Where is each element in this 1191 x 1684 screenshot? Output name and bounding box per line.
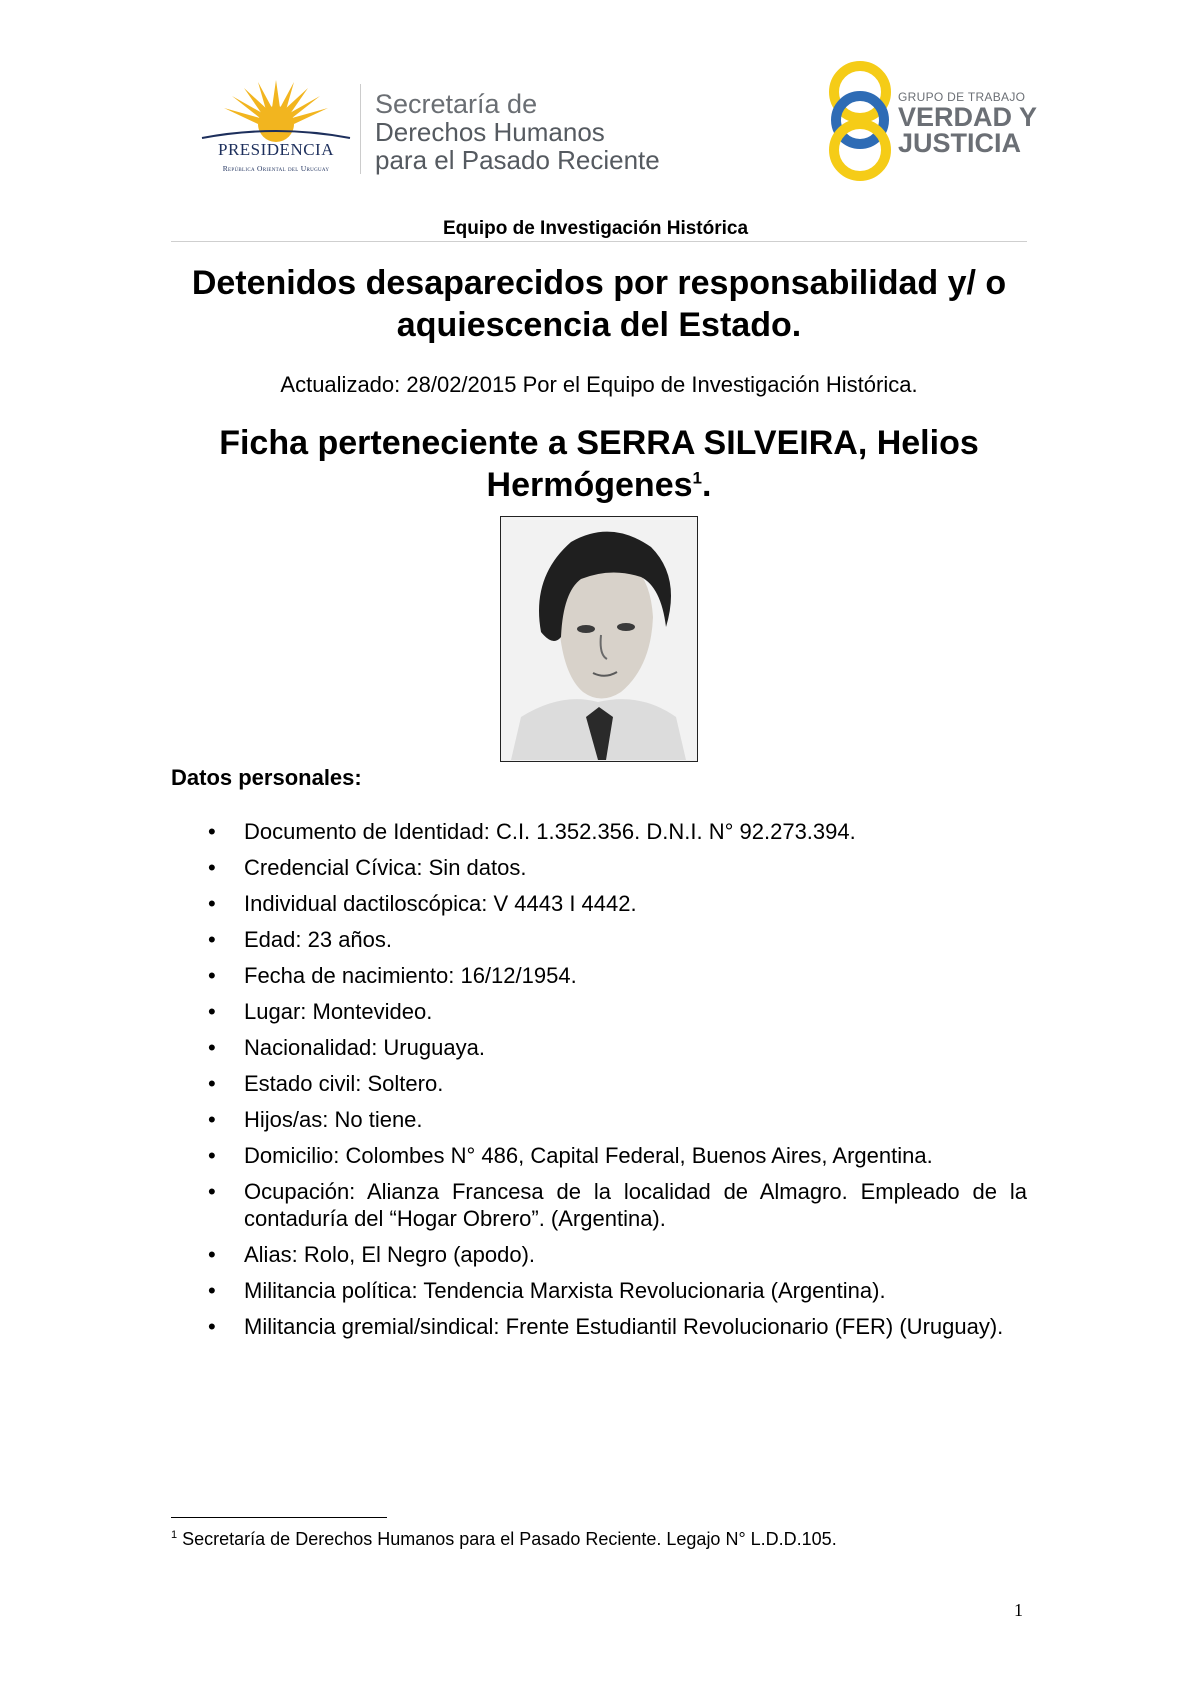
footnote-separator: [171, 1517, 387, 1518]
footnote-number: 1: [171, 1529, 178, 1541]
team-label: Equipo de Investigación Histórica: [442, 218, 749, 239]
list-item: • Hijos/as: No tiene.: [171, 1106, 1027, 1133]
list-item: • Credencial Cívica: Sin datos.: [171, 854, 1027, 881]
portrait-photo-icon: [501, 517, 696, 760]
list-item: • Domicilio: Colombes N° 486, Capital Federal, Buenos Aires, Argentina.: [171, 1142, 1027, 1169]
interlocking-rings-icon: [826, 58, 898, 182]
grupo-line-3: JUSTICIA: [898, 128, 1022, 158]
page-number: 1: [1014, 1600, 1023, 1620]
grupo-line-2: VERDAD Y: [898, 102, 1038, 132]
list-item: • Fecha de nacimiento: 16/12/1954.: [171, 962, 1027, 989]
footnote-text: Secretaría de Derechos Humanos para el Pasado Reciente. Legajo N° L.D.D.105.: [177, 1529, 837, 1549]
presidencia-name: PRESIDENCIA: [217, 140, 334, 159]
secretaria-line-1: Secretaría de: [375, 89, 538, 119]
list-item: • Alias: Rolo, El Negro (apodo).: [171, 1241, 1027, 1268]
personal-data-list: [171, 818, 1027, 1349]
ficha-title: [171, 422, 1027, 506]
ficha-title-end: .: [701, 466, 712, 504]
section-heading: Datos personales:: [171, 765, 362, 790]
list-item: • Lugar: Montevideo.: [171, 998, 1027, 1025]
portrait-photo: [500, 516, 698, 762]
secretaria-line-3: para el Pasado Reciente: [375, 145, 660, 175]
verdad-justicia-logo: [826, 58, 1046, 182]
logo-divider: [360, 84, 361, 174]
presidencia-subtitle: República Oriental del Uruguay: [222, 164, 330, 173]
ficha-title-text: Ficha perteneciente a SERRA SILVEIRA, Helios Hermógenes: [219, 424, 979, 504]
list-item: • Edad: 23 años.: [171, 926, 1027, 953]
list-item: • Documento de Identidad: C.I. 1.352.356. D.N.I. N° 92.273.394.: [171, 818, 1027, 845]
list-item: • Militancia política: Tendencia Marxista Revolucionaria (Argentina).: [171, 1277, 1027, 1304]
updated-line: Actualizado: 28/02/2015 Por el Equipo de Investigación Histórica.: [280, 372, 918, 397]
list-item: • Ocupación: Alianza Francesa de la localidad de Almagro. Empleado de la contaduría del “Hogar Obrero”. (Argentina).: [171, 1178, 1027, 1232]
list-item: • Nacionalidad: Uruguaya.: [171, 1034, 1027, 1061]
presidencia-logo: [196, 78, 356, 178]
header-divider: [171, 241, 1027, 242]
footnote-reference[interactable]: 1: [692, 468, 702, 488]
sun-of-may-icon: [196, 78, 356, 142]
grupo-line-1: GRUPO DE TRABAJO: [898, 90, 1026, 104]
list-item: • Estado civil: Soltero.: [171, 1070, 1027, 1097]
list-item: • Militancia gremial/sindical: Frente Estudiantil Revolucionario (FER) (Uruguay).: [171, 1313, 1027, 1340]
secretaria-line-2: Derechos Humanos: [375, 117, 605, 147]
list-item: • Individual dactiloscópica: V 4443 I 4442.: [171, 890, 1027, 917]
footnote: [171, 1529, 837, 1550]
secretaria-logo-text: [375, 90, 715, 174]
document-title: Detenidos desaparecidos por responsabilidad y/ o aquiescencia del Estado.: [191, 264, 1007, 344]
